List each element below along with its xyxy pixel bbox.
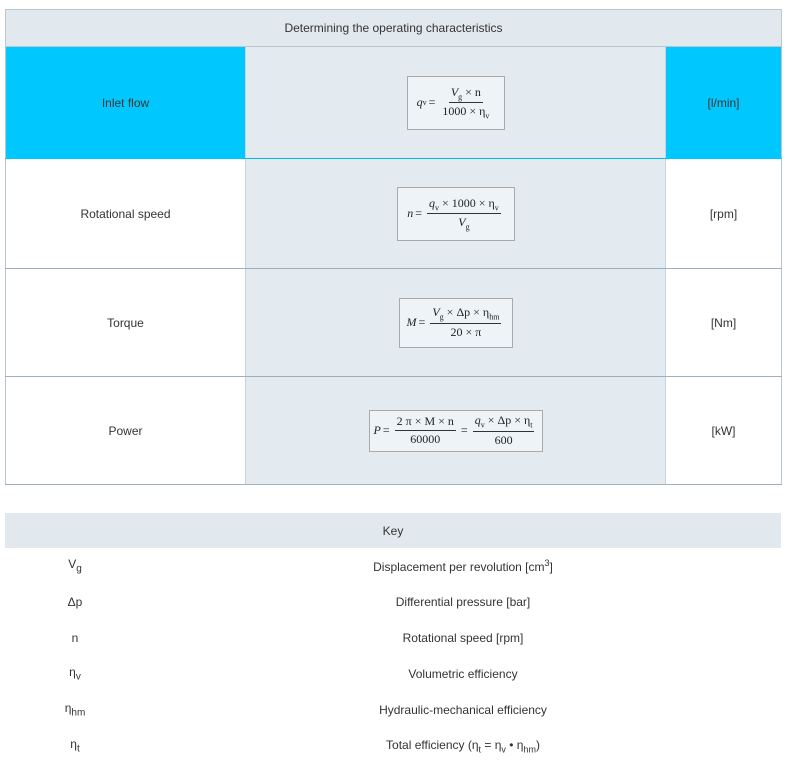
key-row: [5, 656, 781, 692]
table-row-torque: [6, 269, 782, 377]
row-label: Rotational speed: [6, 159, 246, 269]
key-symbol: $\eta_t$: [70, 737, 80, 755]
key-description: Displacement per revolution $[cm^3]$: [373, 558, 553, 574]
formula-cell: [246, 269, 666, 377]
key-description: Rotational speed [rpm]: [402, 631, 524, 645]
key-description: Hydraulic-mechanical efficiency: [379, 703, 547, 717]
table-row-power: [6, 377, 782, 485]
key-row: [5, 548, 781, 584]
key-title: Key: [5, 513, 781, 548]
table-row-inlet-flow: [6, 47, 782, 159]
key-description: Total efficiency ($\eta_t = \eta_v$ • $\eta_{hm}$): [386, 737, 540, 755]
formula-cell: [246, 377, 666, 485]
key-row: [5, 692, 781, 728]
formula-cell: [246, 159, 666, 269]
key-row: [5, 584, 781, 620]
key-row: [5, 620, 781, 656]
key-row: [5, 728, 781, 764]
formula-rotational-speed: n = $\frac{q_v \times 1000 \times \eta_v}{V_g}$: [397, 187, 515, 241]
row-unit: [kW]: [666, 377, 782, 485]
row-unit: [Nm]: [666, 269, 782, 377]
key-description: Differential pressure [bar]: [395, 595, 531, 609]
key-symbol: $\eta_{hm}$: [64, 701, 86, 719]
key-description: Volumetric efficiency: [408, 667, 518, 681]
key-symbol: $\eta_v$: [69, 665, 81, 683]
operating-characteristics-table: [5, 9, 782, 485]
formula-inlet-flow: q v = $\frac{V_g \times n}{1000 \times \eta_v}$: [407, 76, 505, 130]
key-symbol: n: [71, 631, 79, 645]
table-title: Determining the operating characteristics: [6, 10, 782, 47]
formula-cell: [246, 47, 666, 159]
row-unit: [rpm]: [666, 159, 782, 269]
row-label: Power: [6, 377, 246, 485]
key-symbol: $V_g$: [68, 557, 82, 575]
key-table: [5, 513, 781, 764]
table-row-rotational-speed: [6, 159, 782, 269]
row-label: Inlet flow: [6, 47, 246, 159]
row-label: Torque: [6, 269, 246, 377]
formula-power: P = $\frac{2 \pi \times M \times n}{60000}$ = $\frac{q_v \times \Delta p \times \eta_t}{600}$: [369, 410, 543, 452]
formula-torque: M = $\frac{V_g \times \Delta p \times \eta_{hm}}{20 \times \pi}$: [399, 298, 513, 348]
key-symbol: Δp: [67, 595, 83, 609]
row-unit: [l/min]: [666, 47, 782, 159]
